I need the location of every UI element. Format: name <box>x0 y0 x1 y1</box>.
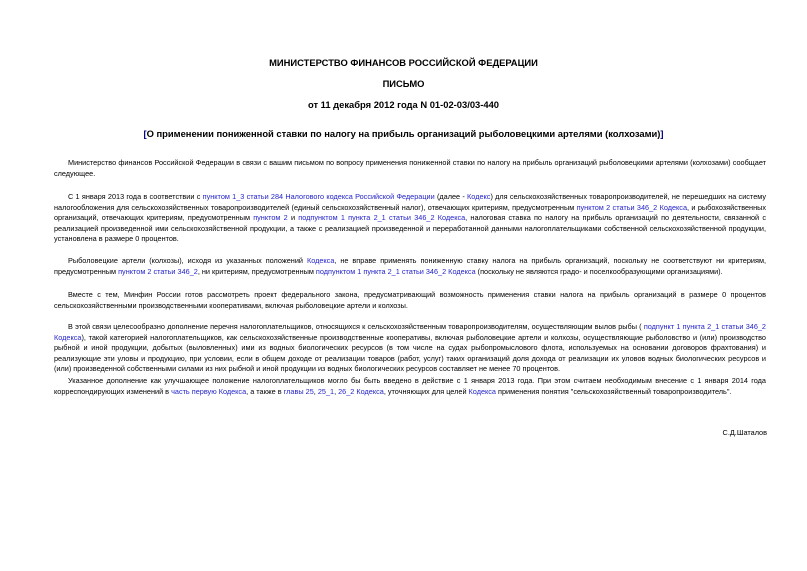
subject-close-bracket: ] <box>660 128 664 139</box>
link-article-346-2-p2[interactable]: пунктом 2 статьи 346_2 Кодекса <box>576 202 688 212</box>
link-chapter-26-2[interactable]: 26_2 Кодекса <box>338 386 384 396</box>
link-chapter-25[interactable]: главы 25 <box>283 386 314 396</box>
paragraph-text: и <box>287 213 299 223</box>
link-chapter-25-1[interactable]: 25_1 <box>317 386 335 396</box>
paragraph-text: Рыболовецкие артели (колхозы), исходя из указанных положений <box>68 256 307 265</box>
paragraph-text: ) для сельскохозяйственных товаропроизводителей, не перешедших на систему налогообложения для сельскохозяйственных товаропроизводителей (единый сельскохозяйственный налог), отвечающих критериям, предусмотренным <box>54 192 766 212</box>
paragraph-5 <box>54 322 766 375</box>
link-code[interactable]: Кодекс <box>467 192 491 201</box>
link-code[interactable]: Кодекса <box>468 386 496 396</box>
link-part-one-code[interactable]: часть первую Кодекса <box>171 386 247 396</box>
paragraph-text: ), такой категорией налогоплательщиков, как сельскохозяйственные производственные кооперативы, включая рыболовецкие артели и колхозы, осуществляющие рыболовство и (или) производство рыбной и иной продукции, добытых (выловленных) ими из водных биологических ресурсов (в том числе на судах рыбопромыслового флота, используемых на основании договоров фрахтования) и реализующие эти уловы и продукцию, при условии, если в общем доходе от реализации товаров (работ, услуг) таких организаций доля дохода от реализации их уловов водных биологических ресурсов и (или) произведенной собственными силами из них рыбной и иной продукции из водных биологических ресурсов составляет не менее 70 процентов. <box>54 332 766 374</box>
paragraph-text: , и рыбохозяйственных организаций, отвечающих критериям, предусмотренным <box>54 202 767 223</box>
link-article-284[interactable]: пунктом 1_3 статьи 284 Налогового кодекса Российской Федерации <box>202 192 435 201</box>
document-date-number: от 11 декабря 2012 года N 01-02-03/03-440 <box>307 99 500 110</box>
paragraph-text: (поскольку не являются градо- и поселкообразующими организациями). <box>475 266 723 276</box>
paragraph-text: Указанное дополнение как улучшающее положение налогоплательщиков могло бы быть введено в действие с 1 января 2013 года. При этом считаем необходимым внесение с 1 января 2014 года корреспондирующих изменений в <box>54 376 766 396</box>
paragraph-text: , ни критериям, предусмотренным <box>197 266 316 276</box>
paragraph-4-text: Вместе с тем, Минфин России готов рассмотреть проект федерального закона, предусматривающий возможность применения ставки налога на прибыль организаций в размере 0 процентов сельскохозяйственными производственными кооперативами, включая рыболовецкие артели и колхозы. <box>54 290 766 310</box>
paragraph-1 <box>54 158 766 179</box>
link-code[interactable]: Кодекса <box>306 256 335 265</box>
paragraph-text: , <box>334 386 339 396</box>
link-subpoint-1-point-2-1[interactable]: подпункт 1 пункта 2_1 статьи 346_2 Кодекса <box>54 322 766 342</box>
paragraph-text: применения понятия "сельскохозяйственный товаропроизводитель". <box>496 386 732 396</box>
link-point-2[interactable]: пунктом 2 <box>253 213 288 223</box>
link-subpoint-1-point-2-1[interactable]: подпунктом 1 пункта 2_1 статьи 346_2 Кодекса <box>298 213 466 223</box>
document-subject <box>0 128 807 140</box>
paragraph-1-text: Министерство финансов Российской Федерации в связи с вашим письмом по вопросу применения пониженной ставки по налогу на прибыль организаций рыболовецкими артелями (колхозами) сообщает следующее. <box>54 158 766 178</box>
paragraph-2 <box>54 192 766 245</box>
paragraph-text: С 1 января 2013 года в соответствии с <box>68 192 203 201</box>
subject-text: О применении пониженной ставки по налогу на прибыль организаций рыболовецкими артелями (колхозами) <box>146 128 661 139</box>
signature: С.Д.Шаталов <box>722 428 767 437</box>
paragraph-text: , не вправе применять пониженную ставку налога на прибыль организаций, поскольку не соответствуют ни критериям, предусмотренным <box>54 256 766 276</box>
paragraph-3 <box>54 256 766 277</box>
paragraph-text: , налоговая ставка по налогу на прибыль организаций по деятельности, связанной с реализацией произведенной ими сельскохозяйственной продукции, а также с реализацией произведенной и переработанной данными налогоплательщиками собственной сельскохозяйственной продукции, установлена в размере 0 процентов. <box>54 213 766 244</box>
paragraph-text: В этой связи целесообразно дополнение перечня налогоплательщиков, относящихся к сельскохозяйственным товаропроизводителям, осуществляющим вылов рыбы ( <box>68 322 642 331</box>
paragraph-text: , а также в <box>246 386 284 396</box>
document-type: ПИСЬМО <box>382 78 425 89</box>
link-point-2-article-346-2[interactable]: пунктом 2 статьи 346_2 <box>118 266 198 276</box>
ministry-title: МИНИСТЕРСТВО ФИНАНСОВ РОССИЙСКОЙ ФЕДЕРАЦИИ <box>269 57 538 68</box>
paragraph-text: (далее - <box>434 192 468 201</box>
paragraph-6 <box>54 376 766 397</box>
link-subpoint-1-point-2-1[interactable]: подпунктом 1 пункта 2_1 статьи 346_2 Кодекса <box>315 266 476 276</box>
subject-open-bracket: [ <box>143 128 147 139</box>
paragraph-text: , уточняющих для целей <box>383 386 469 396</box>
paragraph-text: , <box>313 386 318 396</box>
paragraph-4 <box>54 290 766 311</box>
